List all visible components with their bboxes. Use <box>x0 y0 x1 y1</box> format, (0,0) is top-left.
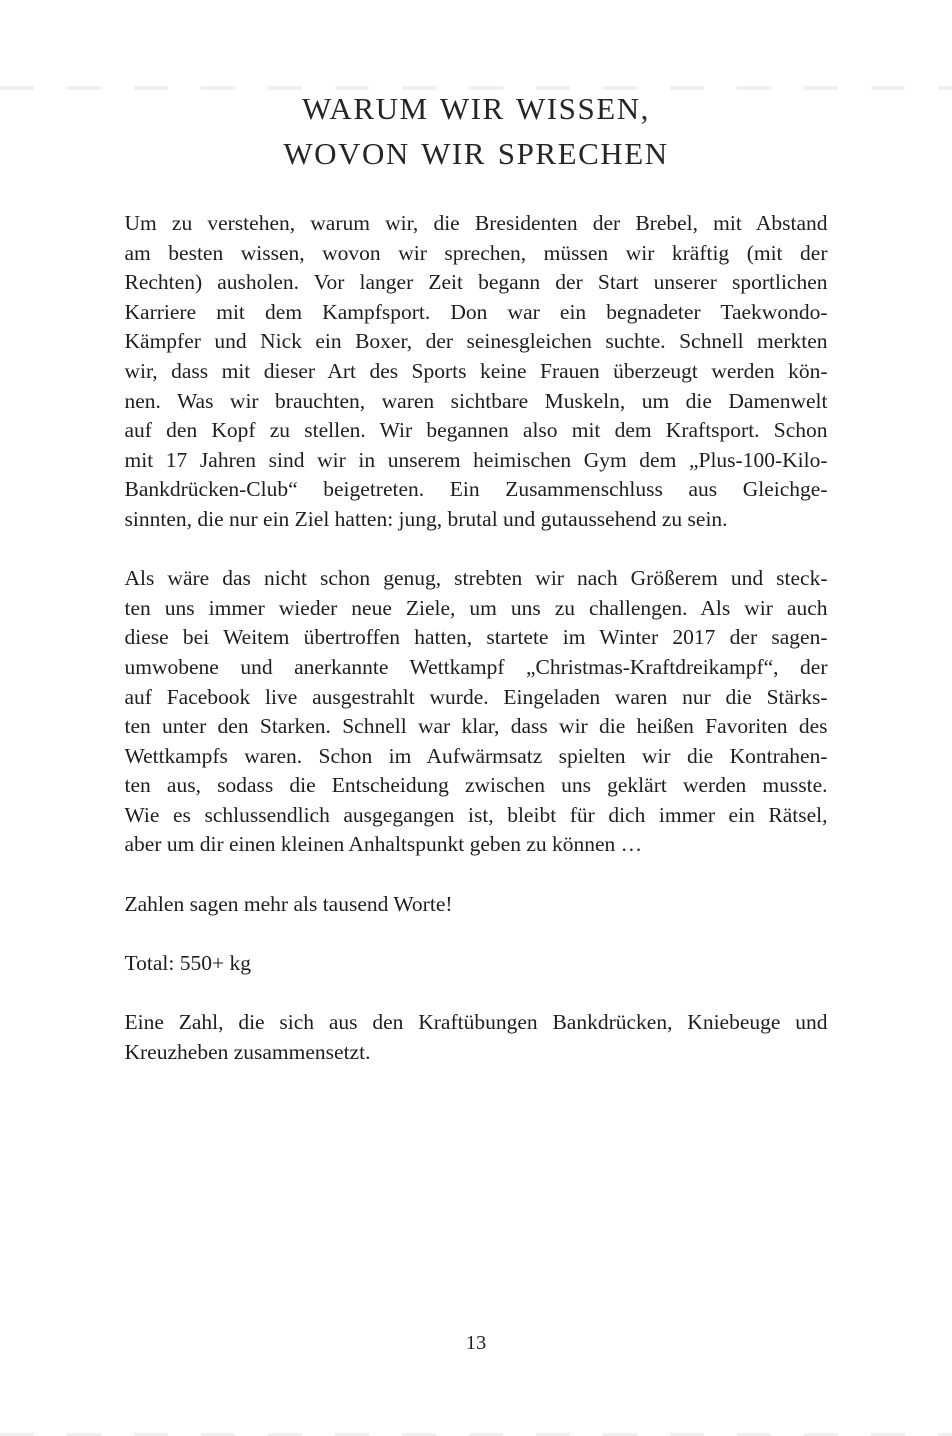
text-line: Total: 550+ kg <box>124 950 251 975</box>
paragraph <box>125 209 828 535</box>
text-line: ten uns immer wieder neue Ziele, um uns zu challengen. Als wir auch <box>124 595 828 620</box>
text-column <box>125 86 828 1067</box>
text-line: Karriere mit dem Kampfsport. Don war ein begnadeter Taekwondo- <box>124 299 828 324</box>
text-line: am besten wissen, wovon wir sprechen, müssen wir kräftig (mit der <box>124 240 828 265</box>
text-line: umwobene und anerkannte Wettkampf „Christmas-Kraftdreikampf“, der <box>124 654 828 679</box>
text-line: Wettkampfs waren. Schon im Aufwärmsatz spielten wir die Kontrahen- <box>124 743 828 768</box>
body-text <box>125 209 828 1067</box>
text-line: nen. Was wir brauchten, waren sichtbare Muskeln, um die Damenwelt <box>124 388 828 413</box>
text-line: Bankdrücken-Club“ beigetreten. Ein Zusammenschluss aus Gleichge- <box>124 477 828 502</box>
text-line: Eine Zahl, die sich aus den Kraftübungen Bankdrücken, Kniebeuge und <box>124 1010 828 1035</box>
text-line: mit 17 Jahren sind wir in unserem heimischen Gym dem „Plus-100-Kilo- <box>124 447 828 472</box>
paragraph <box>125 564 828 860</box>
paragraph <box>125 949 828 979</box>
chapter-title <box>125 86 828 176</box>
text-line: Wie es schlussendlich ausgegangen ist, bleibt für dich immer ein Rätsel, <box>124 802 828 827</box>
page-number: 13 <box>465 1332 487 1354</box>
text-line: sinnten, die nur ein Ziel hatten: jung, brutal und gutaussehend zu sein. <box>124 506 728 531</box>
text-line: ten aus, sodass die Entscheidung zwischen uns geklärt werden musste. <box>124 773 828 798</box>
text-line: ten unter den Starken. Schnell war klar, dass wir die heißen Favoriten des <box>124 714 828 739</box>
text-line: Kämpfer und Nick ein Boxer, der seinesgleichen suchte. Schnell merkten <box>124 329 828 354</box>
text-line: auf den Kopf zu stellen. Wir begannen also mit dem Kraftsport. Schon <box>124 418 828 443</box>
text-line: auf Facebook live ausgestrahlt wurde. Eingeladen waren nur die Stärks- <box>124 684 828 709</box>
text-line: aber um dir einen kleinen Anhaltspunkt geben zu können … <box>124 832 643 857</box>
text-line: diese bei Weitem übertroffen hatten, startete im Winter 2017 der sagen- <box>124 625 828 650</box>
text-line: Um zu verstehen, warum wir, die Bresidenten der Brebel, mit Abstand <box>124 211 828 235</box>
text-line: Zahlen sagen mehr als tausend Worte! <box>124 891 453 916</box>
text-line: Rechten) ausholen. Vor langer Zeit begann der Start unserer sportlichen <box>124 270 828 295</box>
text-line: Kreuzheben zusammensetzt. <box>124 1039 371 1064</box>
book-page <box>0 86 952 1436</box>
page-edge-marks-top <box>0 86 952 90</box>
chapter-title-line: WOVON WIR SPRECHEN <box>283 136 669 171</box>
text-line: wir, dass mit dieser Art des Sports keine Frauen überzeugt werden kön- <box>124 358 828 383</box>
paragraph <box>125 890 828 920</box>
paragraph <box>125 1008 828 1067</box>
chapter-title-line: WARUM WIR WISSEN, <box>302 91 650 126</box>
text-line: Als wäre das nicht schon genug, strebten wir nach Größerem und steck- <box>124 566 828 591</box>
